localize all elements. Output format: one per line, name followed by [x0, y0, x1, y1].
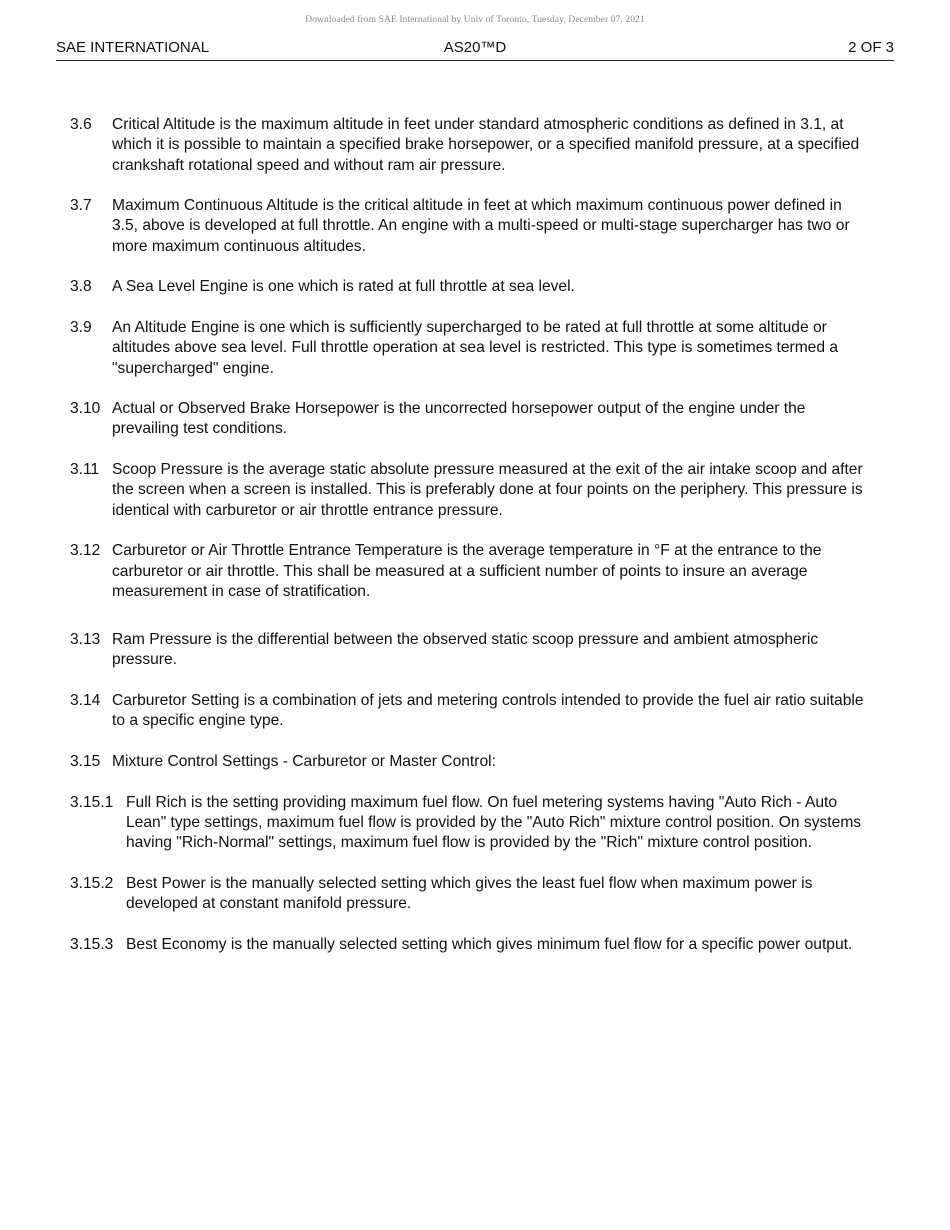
section-text: Critical Altitude is the maximum altitude in feet under standard atmospheric conditions as defined in 3.1, at which it is possible to maintain a specified brake horsepower, or a specified manifold pressure, at a specified crankshaft rotational speed and without ram air pressure.	[112, 116, 860, 174]
section-3-15	[70, 752, 870, 772]
section-number: 3.15.2	[70, 874, 114, 892]
header-page-number: 2 OF 3	[848, 39, 894, 56]
section-number: 3.12	[70, 542, 101, 560]
section-text: Mixture Control Settings - Carburetor or Master Control:	[112, 752, 496, 770]
section-3-8	[70, 277, 870, 297]
document-body	[70, 115, 870, 975]
section-number: 3.13	[70, 631, 101, 649]
section-text: Actual or Observed Brake Horsepower is the uncorrected horsepower output of the engine under the prevailing test conditions.	[112, 400, 806, 438]
section-3-7	[70, 196, 870, 257]
download-watermark: Downloaded from SAE International by Univ of Toronto, Tuesday, December 07, 2021	[305, 15, 645, 25]
section-text: Carburetor or Air Throttle Entrance Temperature is the average temperature in °F at the entrance to the carburetor or air throttle. This shall be measured at a sufficient number of points to insure an average measurement in case of stratification.	[112, 542, 822, 600]
section-text: Scoop Pressure is the average static absolute pressure measured at the exit of the air intake scoop and after the screen when a screen is installed. This is preferably done at four points on the periphery. This pressure is identical with carburetor or air throttle entrance pressure.	[112, 461, 863, 519]
section-number: 3.9	[70, 318, 92, 336]
section-3-11	[70, 460, 870, 521]
section-3-6	[70, 115, 870, 176]
section-number: 3.7	[70, 197, 92, 215]
section-3-12	[70, 541, 870, 602]
section-text: An Altitude Engine is one which is sufficiently supercharged to be rated at full throttle at some altitude or altitudes above sea level. Full throttle operation at sea level is restricted. This type is sometimes termed a "supercharged" engine.	[112, 318, 839, 377]
section-3-13	[70, 630, 870, 671]
page-header	[56, 38, 894, 61]
section-number: 3.6	[70, 116, 92, 133]
header-organization: SAE INTERNATIONAL	[56, 39, 210, 56]
section-3-15-3	[70, 935, 870, 955]
section-number: 3.15.1	[70, 793, 114, 811]
section-number: 3.14	[70, 692, 101, 710]
section-text: Ram Pressure is the differential between the observed static scoop pressure and ambient atmospheric pressure.	[112, 631, 819, 669]
section-number: 3.15	[70, 752, 101, 770]
section-text: Best Economy is the manually selected setting which gives minimum fuel flow for a specific power output.	[126, 935, 853, 953]
section-text: Best Power is the manually selected setting which gives the least fuel flow when maximum power is developed at constant manifold pressure.	[126, 874, 813, 912]
section-3-9	[70, 318, 870, 379]
section-3-15-1	[70, 793, 870, 854]
section-number: 3.11	[70, 461, 100, 479]
section-text: A Sea Level Engine is one which is rated at full throttle at sea level.	[112, 278, 575, 296]
section-number: 3.10	[70, 400, 101, 418]
section-3-10	[70, 399, 870, 440]
header-document-number: AS20™D	[443, 39, 507, 56]
section-number: 3.15.3	[70, 935, 114, 953]
section-text: Carburetor Setting is a combination of jets and metering controls intended to provide the fuel air ratio suitable to a specific engine type.	[112, 692, 864, 730]
section-number: 3.8	[70, 278, 92, 296]
section-3-15-2	[70, 874, 870, 915]
section-text: Full Rich is the setting providing maximum fuel flow. On fuel metering systems having "Auto Rich - Auto Lean" type settings, maximum fuel flow is provided by the "Auto Rich" mixture control position. On systems having "Rich-Normal" settings, maximum fuel flow is provided by the "Rich" mixture control position.	[126, 793, 862, 852]
section-text: Maximum Continuous Altitude is the critical altitude in feet at which maximum continuous power defined in 3.5, above is developed at full throttle. An engine with a multi-speed or multi-stage supercharger has two or more maximum continuous altitudes.	[112, 197, 850, 255]
section-3-14	[70, 691, 870, 732]
